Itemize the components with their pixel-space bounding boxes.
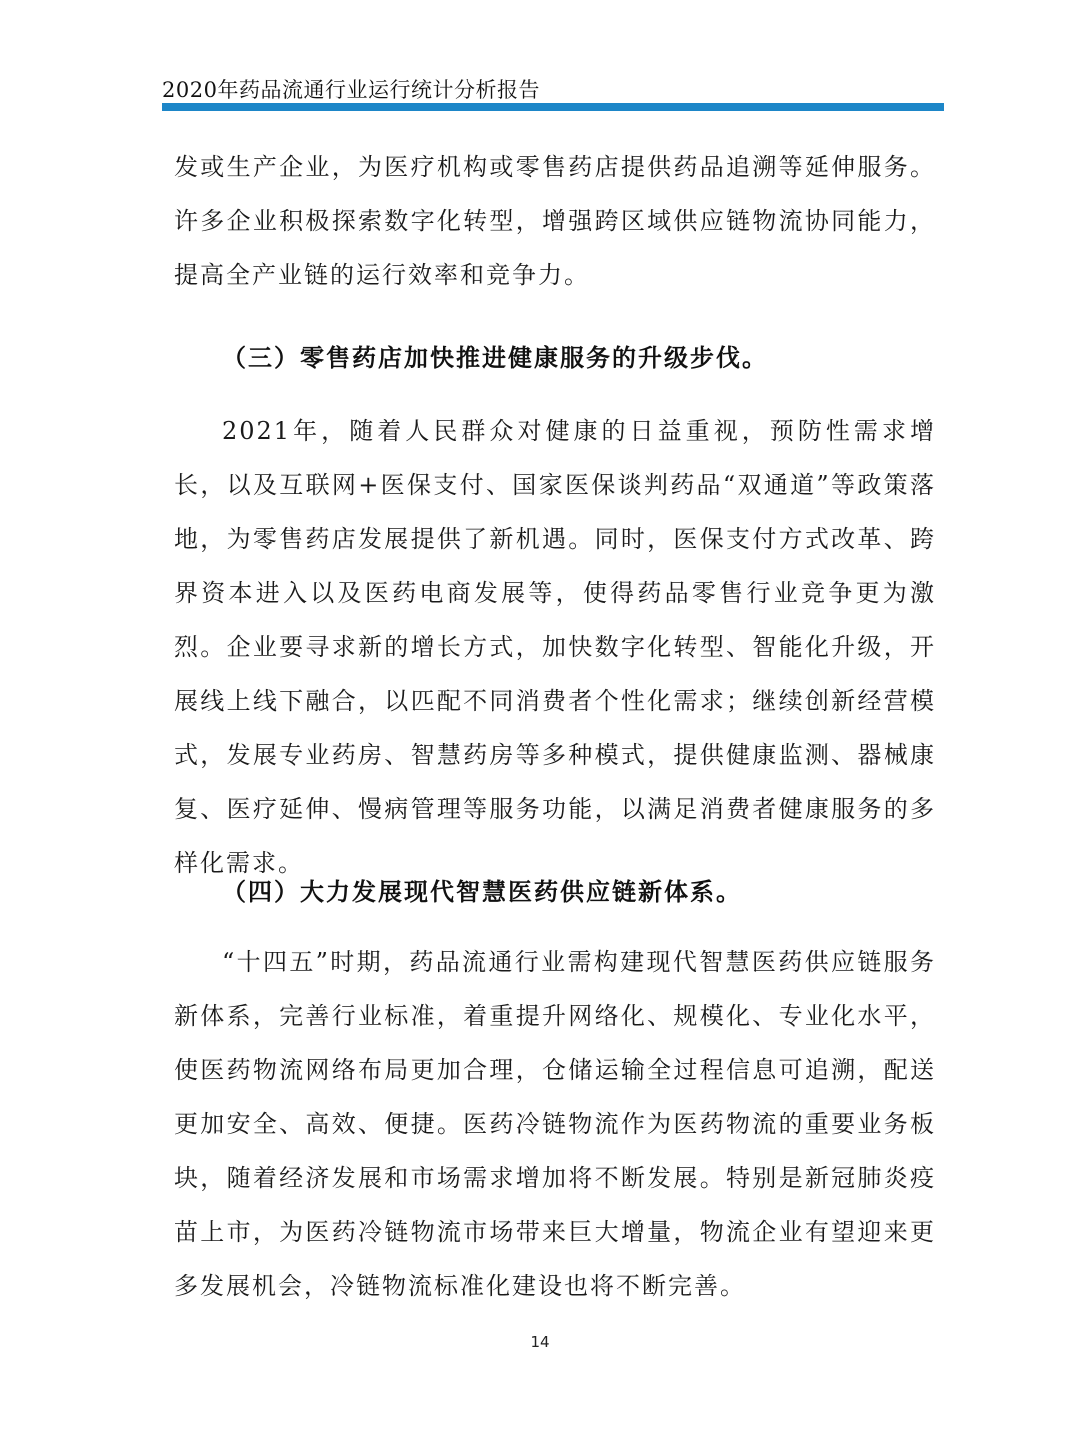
- report-header-title: 2020年药品流通行业运行统计分析报告: [162, 78, 540, 102]
- page-number: 14: [530, 1333, 550, 1351]
- section-heading-three: （三）零售药店加快推进健康服务的升级步伐。: [222, 343, 768, 372]
- paragraph-retail-pharmacy: 2021年，随着人民群众对健康的日益重视，预防性需求增长，以及互联网+医保支付、国家医保谈判药品“双通道”等政策落地，为零售药店发展提供了新机遇。同时，医保支付方式改革、跨界资本进入以及医药电商发展等，使得药品零售行业竞争更为激烈。企业要寻求新的增长方式，加快数字化转型、智能化升级，开展线上线下融合，以匹配不同消费者个性化需求；继续创新经营模式，发展专业药房、智慧药房等多种模式，提供健康监测、器械康复、医疗延伸、慢病管理等服务功能，以满足消费者健康服务的多样化需求。: [174, 417, 936, 877]
- section-heading-four: （四）大力发展现代智慧医药供应链新体系。: [222, 877, 742, 906]
- paragraph-continuation: 发或生产企业，为医疗机构或零售药店提供药品追溯等延伸服务。许多企业积极探索数字化转型，增强跨区域供应链物流协同能力，提高全产业链的运行效率和竞争力。: [174, 153, 936, 289]
- header-divider: [162, 103, 944, 111]
- paragraph-supply-chain: “十四五”时期，药品流通行业需构建现代智慧医药供应链服务新体系，完善行业标准，着重提升网络化、规模化、专业化水平，使医药物流网络布局更加合理，仓储运输全过程信息可追溯，配送更加安全、高效、便捷。医药冷链物流作为医药物流的重要业务板块，随着经济发展和市场需求增加将不断发展。特别是新冠肺炎疫苗上市，为医药冷链物流市场带来巨大增量，物流企业有望迎来更多发展机会，冷链物流标准化建设也将不断完善。: [174, 948, 936, 1300]
